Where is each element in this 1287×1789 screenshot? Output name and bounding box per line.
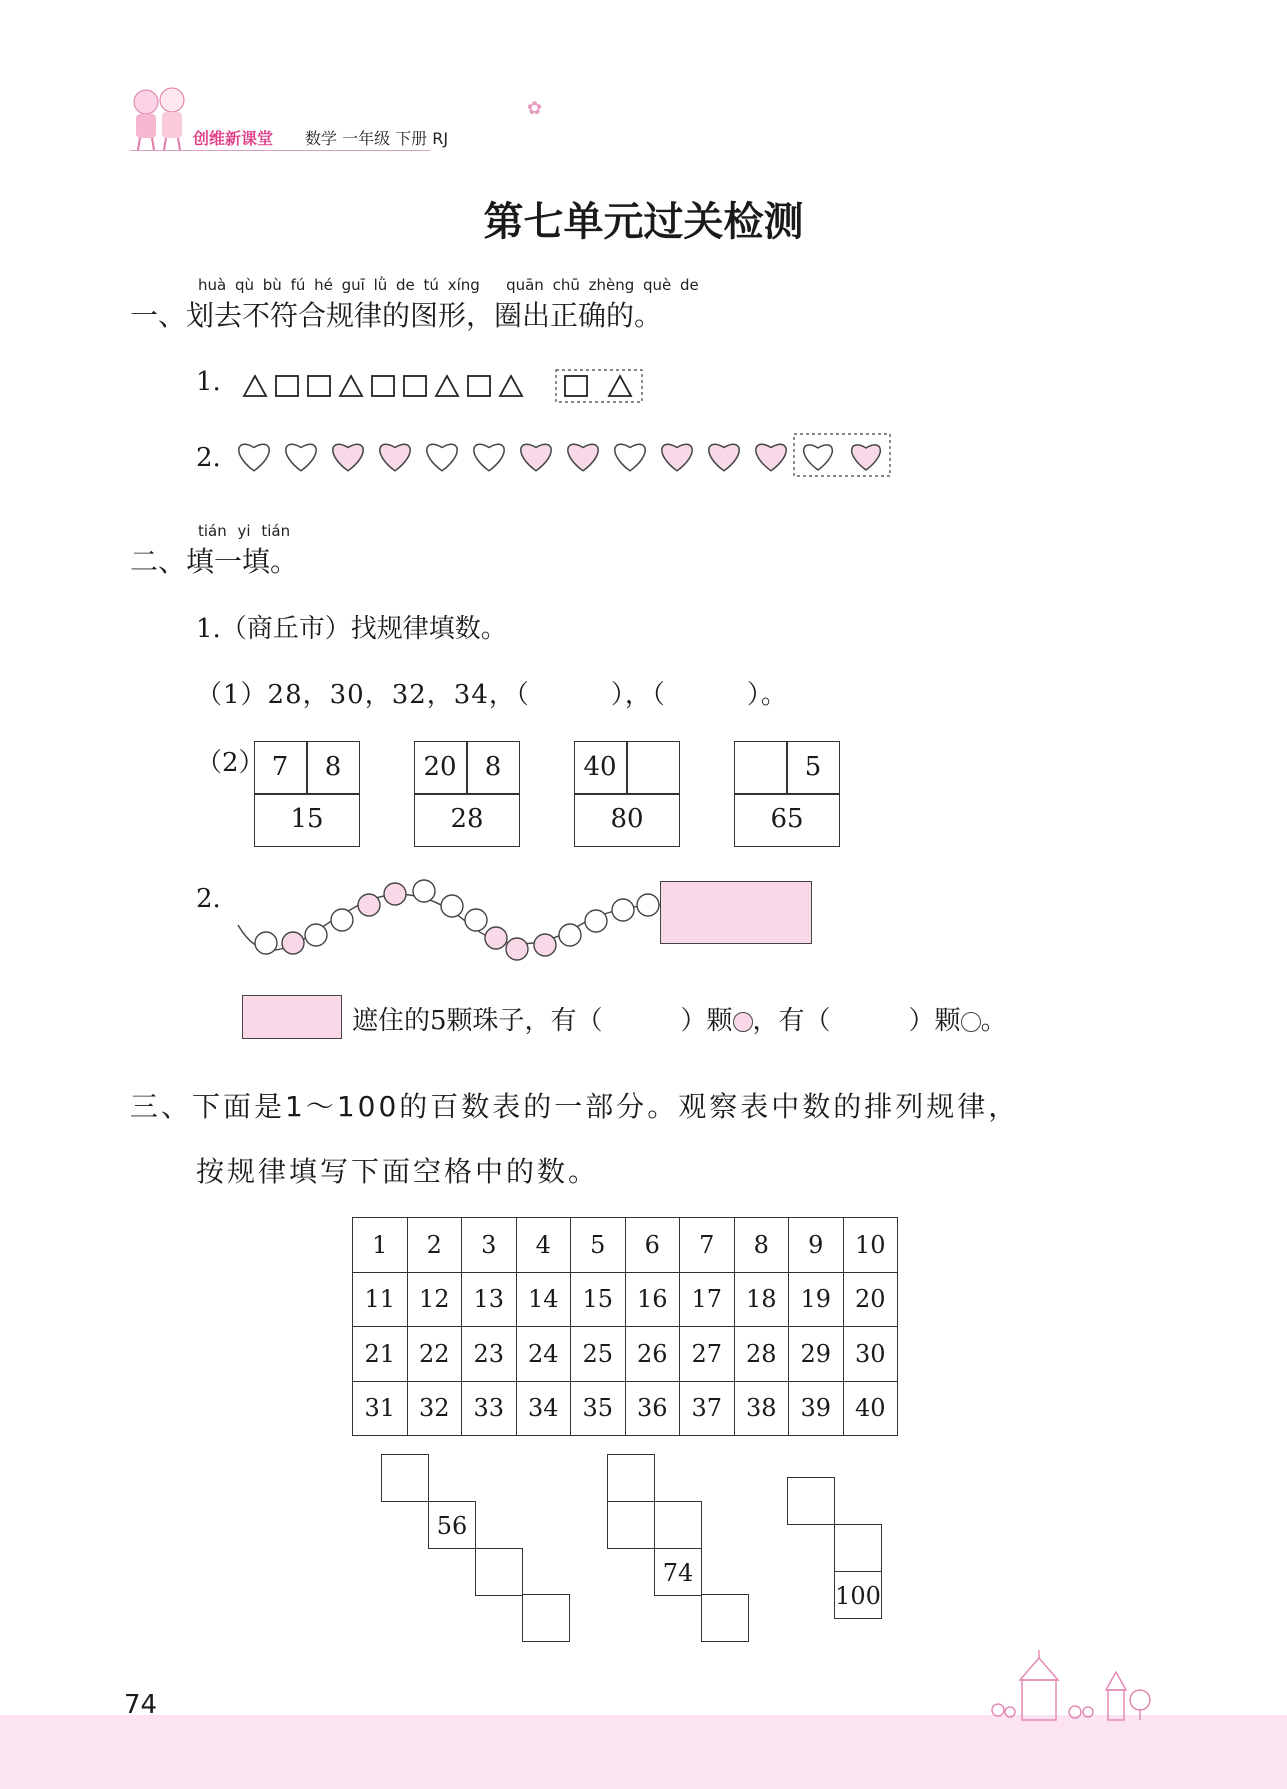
table-row [353, 1272, 898, 1327]
table-cell: 23 [462, 1327, 517, 1382]
page-title: 第七单元过关检测 [483, 199, 804, 245]
section2-q2-text2: ，有（ ）颗 [752, 1006, 961, 1036]
page-number: 74 [124, 1690, 158, 1720]
table-row [353, 1381, 898, 1436]
table-cell: 11 [353, 1272, 408, 1327]
section1-q1-shape-row [240, 368, 660, 404]
table-cell: 6 [625, 1218, 680, 1273]
section2-q2-sentence [352, 1000, 1007, 1037]
q1-triangle-shape-7[interactable] [436, 376, 458, 396]
table-cell: 4 [516, 1218, 571, 1273]
white-bead-icon [961, 1012, 981, 1032]
table-cell: 3 [462, 1218, 517, 1273]
bead-white-15 [612, 899, 634, 921]
table-cell: 1 [353, 1218, 408, 1273]
q1-square-shape-3[interactable] [308, 376, 330, 396]
bead-white-7 [413, 880, 435, 902]
castle-decoration-icon [990, 1650, 1160, 1722]
q1-square-shape-8[interactable] [468, 376, 490, 396]
table-cell: 5 [571, 1218, 626, 1273]
bead-white-4 [331, 909, 353, 931]
table-cell: 10 [843, 1218, 898, 1273]
box3-addend-a: 40 [583, 752, 617, 782]
header-divider [130, 150, 430, 151]
q1-option-square-1[interactable] [565, 376, 587, 396]
table-cell: 15 [571, 1272, 626, 1327]
bead-pink-12 [534, 934, 556, 956]
q2-option-heart-white-1[interactable] [804, 445, 833, 470]
q2-option-heart-pink-2[interactable] [852, 445, 881, 470]
table-cell: 2 [407, 1218, 462, 1273]
table-cell: 21 [353, 1327, 408, 1382]
bead-pink-2 [282, 932, 304, 954]
q1-option-triangle-2[interactable] [609, 376, 631, 396]
q1-options-box [556, 370, 642, 402]
bead-pink-6 [384, 883, 406, 905]
bead-white-3 [305, 924, 327, 946]
table-cell: 39 [789, 1381, 844, 1436]
bead-pink-11 [506, 938, 528, 960]
section2-q2-label: 2. [196, 884, 221, 914]
section2-q1: 1.（商丘市）找规律填数。 [196, 614, 507, 644]
q2-heart-pink-8[interactable] [568, 444, 598, 471]
bead-white-8 [441, 895, 463, 917]
section1-q2-label: 2. [196, 443, 221, 473]
box1-addend-a: 7 [271, 752, 289, 782]
section1-heading: 一、划去不符合规律的图形，圈出正确的。 [130, 299, 663, 332]
section1-q1-label: 1. [196, 367, 221, 397]
box2-sum: 28 [450, 804, 484, 834]
bead-white-9 [465, 909, 487, 931]
header-mascot-illustration [124, 80, 204, 152]
table-cell: 38 [734, 1381, 789, 1436]
section2-q1b-label: （2） [196, 748, 265, 778]
bead-white-16 [637, 894, 659, 916]
bead-pink-5 [358, 894, 380, 916]
table-cell: 37 [680, 1381, 735, 1436]
table-cell: 12 [407, 1272, 462, 1327]
bead-white-13 [559, 924, 581, 946]
table-row [353, 1218, 898, 1273]
table-cell: 8 [734, 1218, 789, 1273]
table-cell: 40 [843, 1381, 898, 1436]
cover-legend-box [242, 995, 342, 1039]
section3-heading-line2: 按规律填写下面空格中的数。 [196, 1155, 600, 1188]
table-cell: 19 [789, 1272, 844, 1327]
section1-q2-heart-row [234, 432, 894, 480]
table-cell: 31 [353, 1381, 408, 1436]
table-cell: 20 [843, 1272, 898, 1327]
q1-square-shape-6[interactable] [404, 376, 426, 396]
pink-bead-icon [733, 1012, 753, 1032]
section2-q1a: （1）28，30，32，34，（ ），（ ）。 [196, 680, 788, 710]
table-cell: 24 [516, 1327, 571, 1382]
section2-pinyin: tián yi tián [198, 522, 291, 540]
box1-addend-b: 8 [324, 752, 342, 782]
table-row [353, 1327, 898, 1382]
section1-pinyin: huà qù bù fú hé guī lǜ de tú xíng quān chū zhèng què de [198, 276, 699, 294]
q2-heart-white-2[interactable] [286, 444, 316, 471]
table-cell: 18 [734, 1272, 789, 1327]
q1-square-shape-2[interactable] [276, 376, 298, 396]
q2-heart-pink-4[interactable] [380, 444, 410, 471]
hundred-chart-table [352, 1217, 898, 1436]
puzzle2-value: 74 [662, 1559, 694, 1587]
table-cell: 17 [680, 1272, 735, 1327]
q2-heart-white-5[interactable] [427, 444, 457, 471]
table-cell: 16 [625, 1272, 680, 1327]
table-cell: 26 [625, 1327, 680, 1382]
section2-heading: 二、填一填。 [130, 545, 299, 578]
q2-heart-pink-7[interactable] [521, 444, 551, 471]
bead-white-1 [255, 932, 277, 954]
q1-triangle-shape-9[interactable] [500, 376, 522, 396]
header-brand: 创维新课堂 [193, 129, 274, 148]
box1-sum: 15 [290, 804, 324, 834]
table-cell: 28 [734, 1327, 789, 1382]
bead-cover-box [660, 881, 812, 944]
section3-heading-line1: 三、下面是1～100的百数表的一部分。观察表中数的排列规律， [130, 1090, 1020, 1123]
puzzle3-value: 100 [835, 1582, 881, 1610]
header-subject: 数学 一年级 下册 RJ [305, 129, 449, 148]
table-cell: 33 [462, 1381, 517, 1436]
q2-heart-white-9[interactable] [615, 444, 645, 471]
table-cell: 14 [516, 1272, 571, 1327]
box4-addend-b: 5 [804, 752, 822, 782]
table-cell: 22 [407, 1327, 462, 1382]
flower-decoration-icon: ✿ [527, 98, 543, 119]
table-cell: 25 [571, 1327, 626, 1382]
section3-heading [130, 1085, 1019, 1125]
bead-white-14 [585, 910, 607, 932]
table-cell: 29 [789, 1327, 844, 1382]
table-cell: 36 [625, 1381, 680, 1436]
box3-sum: 80 [610, 804, 644, 834]
table-cell: 13 [462, 1272, 517, 1327]
q1-square-shape-5[interactable] [372, 376, 394, 396]
table-cell: 32 [407, 1381, 462, 1436]
table-cell: 35 [571, 1381, 626, 1436]
q2-heart-pink-11[interactable] [709, 444, 739, 471]
q1-triangle-shape-1[interactable] [244, 376, 266, 396]
q2-heart-pink-10[interactable] [662, 444, 692, 471]
q2-heart-white-6[interactable] [474, 444, 504, 471]
bead-pink-10 [485, 927, 507, 949]
table-cell: 7 [680, 1218, 735, 1273]
box4-sum: 65 [770, 804, 804, 834]
table-cell: 9 [789, 1218, 844, 1273]
q1-triangle-shape-4[interactable] [340, 376, 362, 396]
q2-heart-pink-12[interactable] [756, 444, 786, 471]
puzzle1-value: 56 [436, 1512, 468, 1540]
table-cell: 27 [680, 1327, 735, 1382]
q2-heart-white-1[interactable] [239, 444, 269, 471]
section2-q2-text: 遮住的5颗珠子，有（ ）颗 [352, 1006, 733, 1036]
q2-heart-pink-3[interactable] [333, 444, 363, 471]
box2-addend-b: 8 [484, 752, 502, 782]
section2-q2-end: 。 [980, 1006, 1007, 1036]
box2-addend-a: 20 [423, 752, 457, 782]
footer-band [0, 1715, 1287, 1789]
table-cell: 30 [843, 1327, 898, 1382]
table-cell: 34 [516, 1381, 571, 1436]
